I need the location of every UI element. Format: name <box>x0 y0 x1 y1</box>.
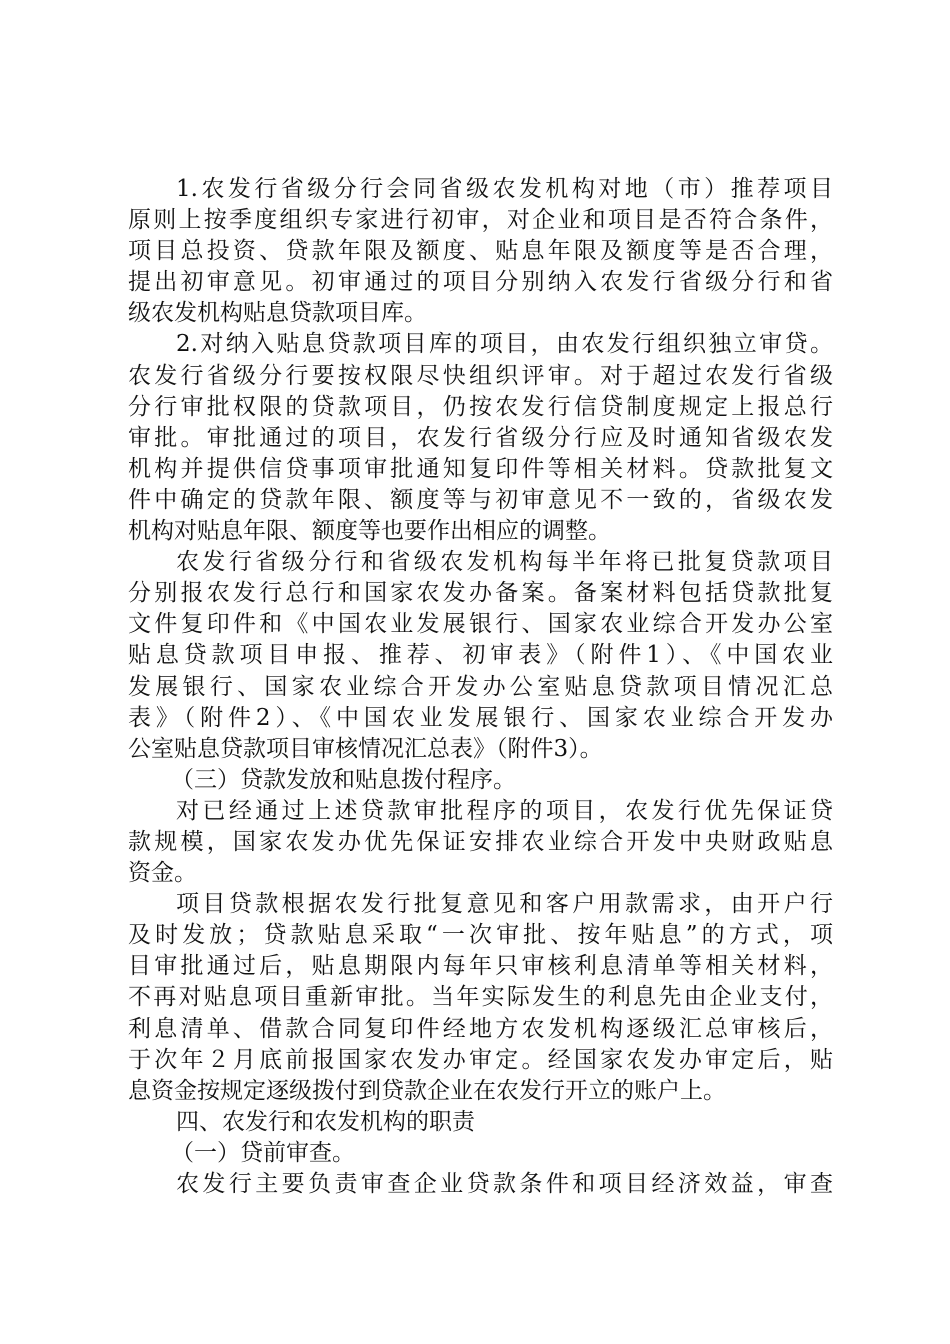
paragraph-line: 对已经通过上述贷款审批程序的项目，农发行优先保证贷 <box>176 797 833 824</box>
paragraph-line: 贴息贷款项目申报、推荐、初审表》（附件1）、《中国农业 <box>128 642 833 669</box>
paragraph-line: 款规模，国家农发办优先保证安排农业综合开发中央财政贴息 <box>128 828 833 855</box>
paragraph-line: 农发行省级分行要按权限尽快组织评审。对于超过农发行省级 <box>128 362 833 389</box>
paragraph-line: 件中确定的贷款年限、额度等与初审意见不一致的，省级农发 <box>128 486 833 513</box>
paragraph-line: 级农发机构贴息贷款项目库。 <box>128 300 427 327</box>
paragraph-line: 息资金按规定逐级拨付到贷款企业在农发行开立的账户上。 <box>128 1077 726 1104</box>
paragraph-line: 发展银行、国家农业综合开发办公室贴息贷款项目情况汇总 <box>128 673 833 700</box>
section-heading: （三）贷款发放和贴息拨付程序。 <box>171 766 516 793</box>
paragraph-line: 利息清单、借款合同复印件经地方农发机构逐级汇总审核后， <box>128 1015 833 1042</box>
paragraph-line: 1.农发行省级分行会同省级农发机构对地（市）推荐项目 <box>176 176 833 202</box>
paragraph-line: 目审批通过后，贴息期限内每年只审核利息清单等相关材料， <box>128 953 833 980</box>
paragraph-line: 表》（附件2）、《中国农业发展银行、国家农业综合开发办 <box>128 704 833 731</box>
paragraph-line: 农发行省级分行和省级农发机构每半年将已批复贷款项目 <box>176 549 833 576</box>
document-body <box>128 174 833 1200</box>
paragraph-line: 提出初审意见。初审通过的项目分别纳入农发行省级分行和省 <box>128 269 833 296</box>
paragraph-line: 2.对纳入贴息贷款项目库的项目，由农发行组织独立审贷。 <box>176 331 833 358</box>
paragraph-line: 于次年２月底前报国家农发办审定。经国家农发办审定后，贴 <box>128 1046 833 1073</box>
paragraph-line: 机构并提供信贷事项审批通知复印件等相关材料。贷款批复文 <box>128 455 833 482</box>
paragraph-line: 资金。 <box>128 860 197 887</box>
paragraph-line: 分行审批权限的贷款项目，仍按农发行信贷制度规定上报总行 <box>128 393 833 420</box>
paragraph-line: 不再对贴息项目重新审批。当年实际发生的利息先由企业支付， <box>128 984 833 1011</box>
paragraph-line: 项目贷款根据农发行批复意见和客户用款需求，由开户行 <box>176 891 833 918</box>
section-heading: 四、农发行和农发机构的职责 <box>176 1108 475 1135</box>
paragraph-line: 机构对贴息年限、额度等也要作出相应的调整。 <box>128 518 611 545</box>
paragraph-line: 公室贴息贷款项目审核情况汇总表》（附件3）。 <box>128 735 603 762</box>
paragraph-line: 项目总投资、贷款年限及额度、贴息年限及额度等是否合理， <box>128 238 833 265</box>
paragraph-line: 分别报农发行总行和国家农发办备案。备案材料包括贷款批复 <box>128 580 833 607</box>
subsection-heading: （一）贷前审查。 <box>171 1139 355 1166</box>
paragraph-line: 农发行主要负责审查企业贷款条件和项目经济效益，审查 <box>176 1171 833 1197</box>
paragraph-line: 审批。审批通过的项目，农发行省级分行应及时通知省级农发 <box>128 424 833 451</box>
paragraph-line: 原则上按季度组织专家进行初审，对企业和项目是否符合条件， <box>128 207 833 234</box>
paragraph-line: 及时发放；贷款贴息采取“一次审批、按年贴息”的方式，项 <box>128 922 833 949</box>
paragraph-line: 文件复印件和《中国农业发展银行、国家农业综合开发办公室 <box>128 611 833 638</box>
